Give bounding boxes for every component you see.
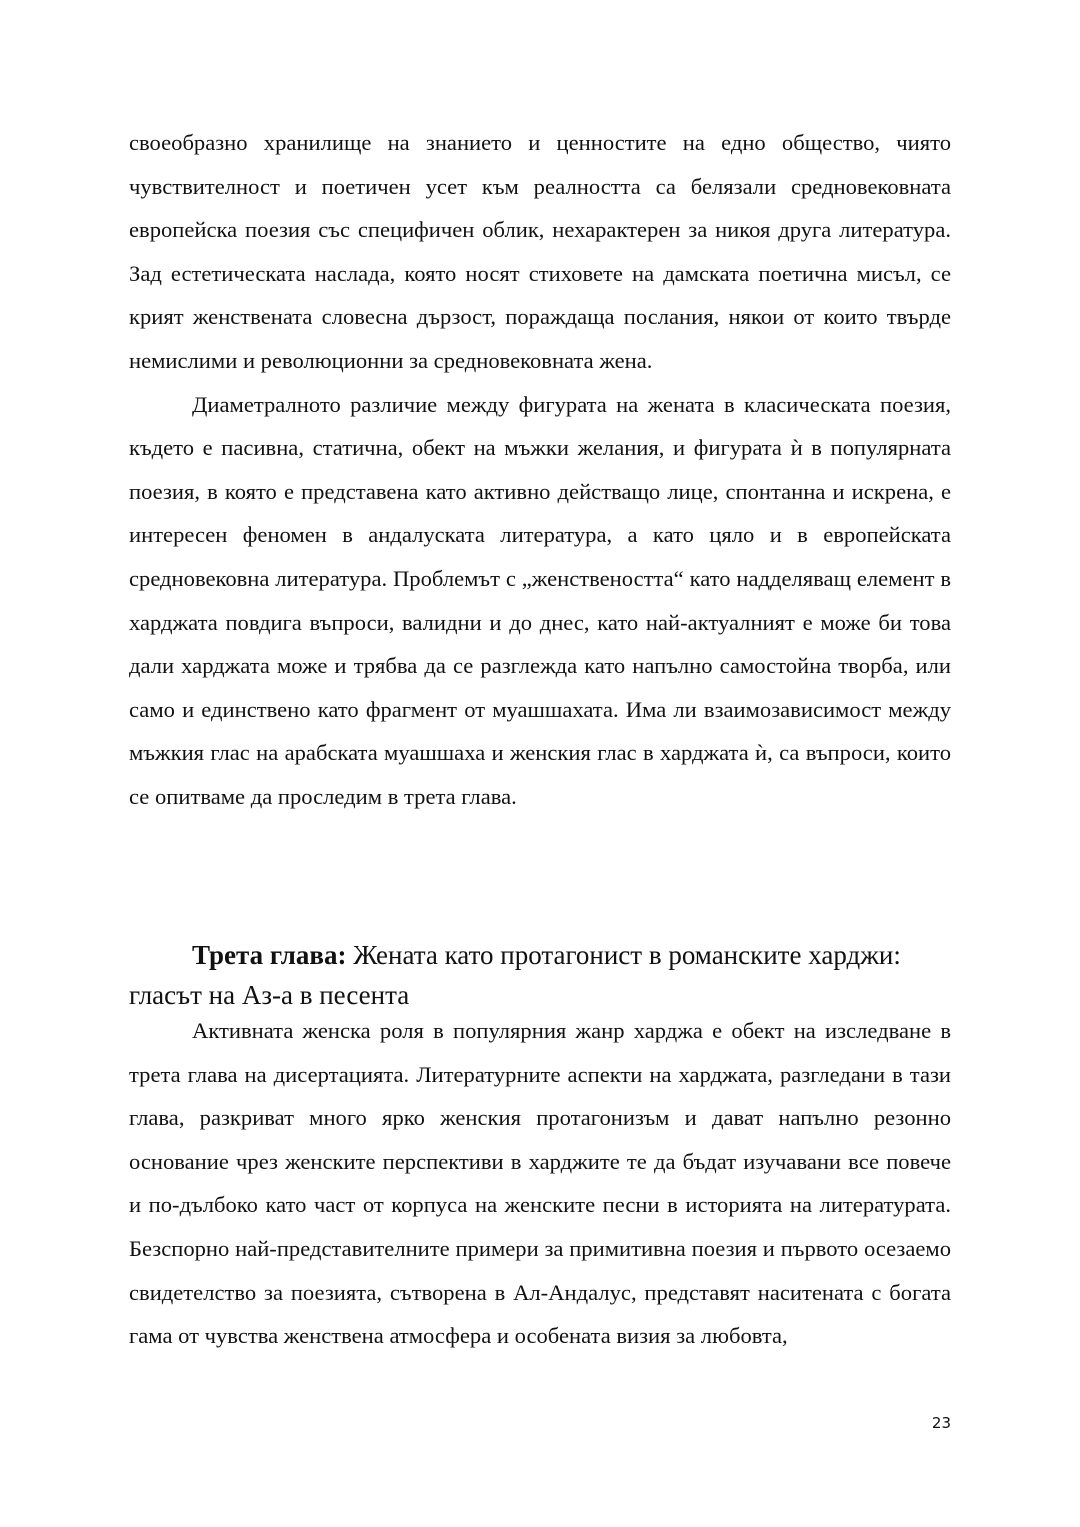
chapter-heading-title: Жената като протагонист в романските харджи: гласът на Аз-а в песента bbox=[129, 940, 901, 1010]
paragraph-2: Диаметралното различие между фигурата на жената в класическата поезия, където е пасивна, статична, обект на мъжки желания, и фигурата ѝ в популярната поезия, в която е представена като активно действащо лице, спонтанна и искрена, е интересен феномен в андалуската литература, а като цяло и в европейската средновековна литература. Проблемът с „женствеността“ като надделяващ елемент в харджата повдига въпроси, валидни и до днес, като най-актуалният е може би това дали харджата може и трябва да се разглежда като напълно самостойна творба, или само и единствено като фрагмент от муашшахата. Има ли взаимозависимост между мъжкия глас на арабската муашшаха и женския глас в харджата ѝ, са въпроси, които се опитваме да проследим в трета глава. bbox=[129, 391, 951, 809]
body-text-bottom bbox=[129, 1009, 951, 1358]
body-text-top bbox=[129, 121, 951, 819]
chapter-heading bbox=[129, 935, 951, 1015]
paragraph-1: своеобразно хранилище на знанието и ценностите на едно общество, чиято чувствителност и поетичен усет към реалността са белязали средновековната европейска поезия със специфичен облик, нехарактерен за никоя друга литература. Зад естетическата наслада, която носят стиховете на дамската поетична мисъл, се крият женствената словесна дързост, пораждаща послания, някои от които твърде немислими и революционни за средновековната жена. bbox=[129, 130, 951, 373]
chapter-heading-label: Трета глава: bbox=[192, 940, 347, 970]
page-number: 23 bbox=[931, 1414, 951, 1432]
paragraph-3: Активната женска роля в популярния жанр харджа е обект на изследване в трета глава на дисертацията. Литературните аспекти на харджата, разгледани в тази глава, разкриват много ярко женския протагонизъм и дават напълно резонно основание чрез женските перспективи в харджите те да бъдат изучавани все повече и по-дълбоко като част от корпуса на женските песни в историята на литературата. Безспорно най-представителните примери за примитивна поезия и първото осезаемо свидетелство за поезията, сътворена в Ал-Андалус, представят наситената с богата гама от чувства женствена атмосфера и особената визия за любовта, bbox=[129, 1018, 951, 1349]
